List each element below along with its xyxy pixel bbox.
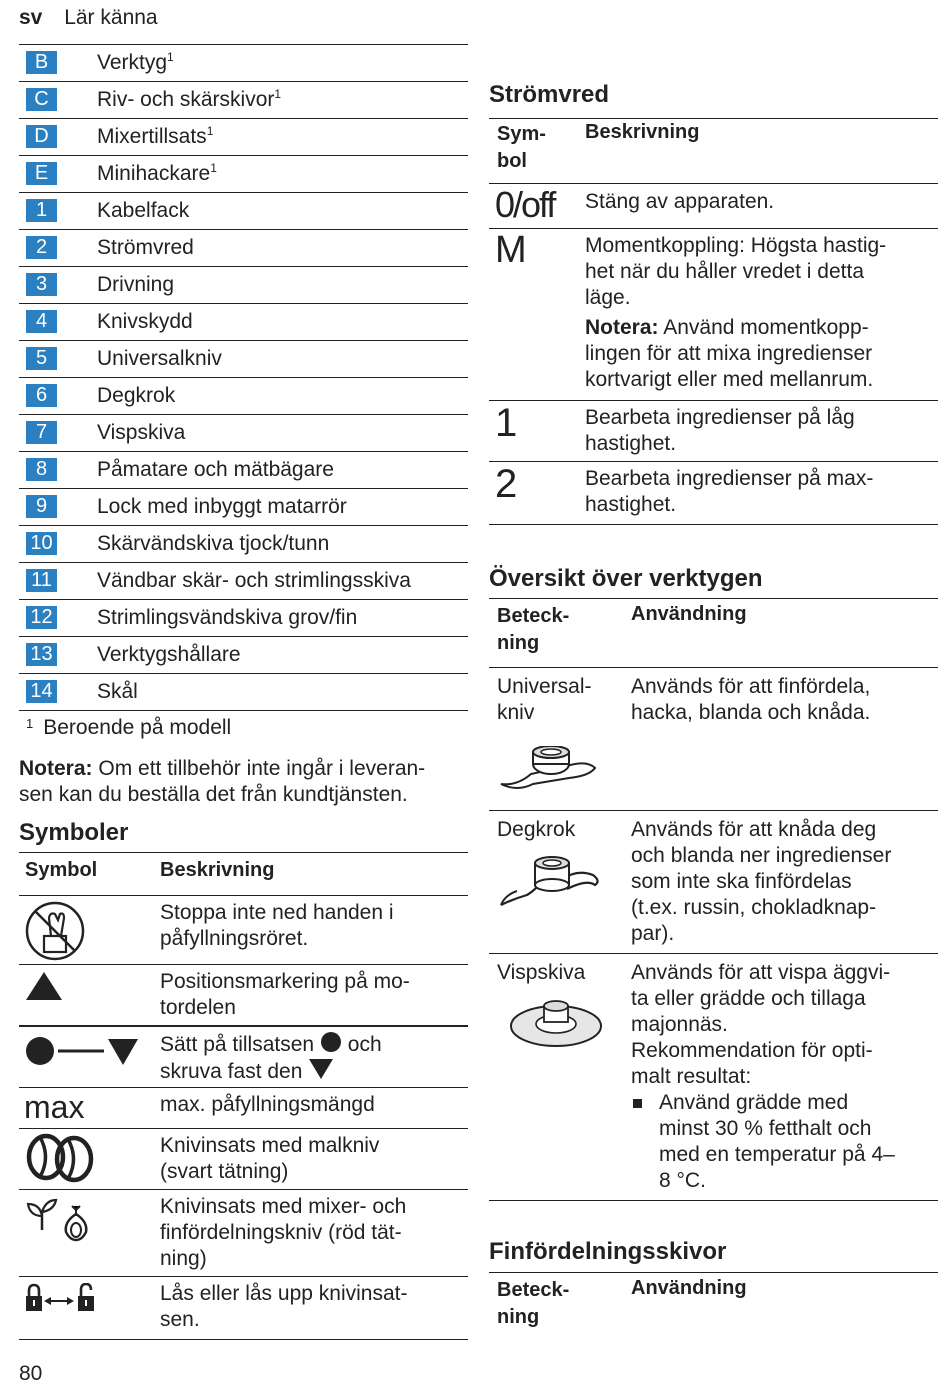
- coffee-beans-icon: [24, 1133, 100, 1188]
- part-badge: E: [26, 162, 57, 185]
- symbol-desc-line: ning): [160, 1247, 207, 1270]
- note-line-2: sen kan du beställa det från kundtjänsten.: [19, 783, 408, 806]
- page-header: [19, 6, 158, 30]
- part-name: Verktygshållare: [97, 643, 241, 666]
- stromvred-desc-line: het när du håller vredet i detta: [585, 260, 865, 283]
- part-badge: 10: [26, 532, 57, 555]
- part-name: Påmatare och mätbägare: [97, 458, 334, 481]
- tools-overview-heading: Översikt över verktygen: [489, 565, 763, 592]
- symbol-desc-line: tordelen: [160, 996, 236, 1019]
- part-badge: 11: [26, 569, 57, 592]
- whisk-disc-icon: [509, 996, 603, 1053]
- part-name: Mixertillsats: [97, 125, 207, 148]
- stromvred-desc-line: Bearbeta ingredienser på max-: [585, 467, 874, 490]
- language-code: sv: [19, 6, 43, 29]
- symbol-desc-line: max. påfyllningsmängd: [160, 1093, 375, 1116]
- parts-list-item: [19, 156, 468, 193]
- speed-2-symbol: 2: [495, 462, 518, 506]
- tool-usage-line: (t.ex. russin, chokladknap-: [631, 896, 877, 919]
- no-hand-in-feed-tube-icon: [24, 900, 86, 967]
- footnote-text: Beroende på modell: [43, 716, 232, 739]
- part-name: Degkrok: [97, 384, 176, 407]
- part-name: Vispskiva: [97, 421, 186, 444]
- symbol-row: [19, 1088, 468, 1129]
- stromvred-desc-line: hastighet.: [585, 493, 677, 516]
- parts-list-item: [19, 489, 468, 526]
- symbol-row: [19, 965, 468, 1027]
- part-name: Knivskydd: [97, 310, 193, 333]
- symbol-column-header-part2: bol: [497, 150, 527, 172]
- part-label: [97, 494, 347, 519]
- parts-list-item: [19, 267, 468, 304]
- part-label: [97, 457, 334, 482]
- part-badge: B: [26, 51, 57, 74]
- part-label: [97, 309, 193, 334]
- part-name: Minihackare: [97, 162, 211, 185]
- tool-usage-line: par).: [631, 922, 675, 945]
- parts-list-item: [19, 415, 468, 452]
- symbol-desc-line: skruva fast den: [160, 1060, 303, 1083]
- tool-row: [489, 954, 938, 1201]
- part-footnote-ref: 1: [206, 124, 214, 138]
- part-label: [97, 87, 281, 112]
- symbol-row: [19, 1027, 468, 1088]
- parts-list-item: [19, 230, 468, 267]
- bullet-line: med en temperatur på 4–: [659, 1143, 895, 1166]
- stromvred-table: [489, 118, 938, 525]
- note-label: Notera:: [585, 316, 659, 339]
- footnote: [26, 716, 231, 740]
- part-badge: 1: [26, 199, 57, 222]
- parts-list-item: [19, 637, 468, 674]
- symbols-table-header: [19, 853, 468, 896]
- part-name: Riv- och skärskivor: [97, 88, 275, 111]
- usage-column-header: Användning: [631, 603, 747, 625]
- herb-onion-icon: [24, 1196, 96, 1247]
- symbols-table: [19, 852, 468, 1340]
- discs-table: [489, 1272, 938, 1333]
- stromvred-row: [489, 229, 938, 401]
- stromvred-note-line: kortvarigt eller med mellanrum.: [585, 368, 874, 391]
- stromvred-table-header: [489, 119, 938, 184]
- stromvred-note-line: Använd momentkopp-: [663, 316, 869, 339]
- part-label: [97, 605, 357, 630]
- description-column-header: Beskrivning: [160, 859, 275, 881]
- part-badge: D: [26, 125, 57, 148]
- symbol-desc-line: finfördelningskniv (röd tät-: [160, 1221, 402, 1244]
- tools-table: [489, 598, 938, 1201]
- part-badge: 8: [26, 458, 57, 481]
- symbol-desc-line: Stoppa inte ned handen i: [160, 901, 394, 924]
- bullet-line: 8 °C.: [659, 1169, 706, 1192]
- symbol-desc-line: (svart tätning): [160, 1160, 289, 1183]
- part-badge: 13: [26, 643, 57, 666]
- description-column-header: Beskrivning: [585, 121, 700, 143]
- symbol-desc-line: Positionsmarkering på mo-: [160, 970, 410, 993]
- tool-usage-line: Rekommendation för opti-: [631, 1039, 873, 1062]
- parts-list-item: [19, 600, 468, 637]
- part-name: Skärvändskiva tjock/tunn: [97, 532, 330, 555]
- bullet-line: minst 30 % fetthalt och: [659, 1117, 872, 1140]
- part-name: Skål: [97, 680, 138, 703]
- part-badge: C: [26, 88, 57, 111]
- part-badge: 3: [26, 273, 57, 296]
- stromvred-desc-line: läge.: [585, 286, 631, 309]
- part-name: Lock med inbyggt matarrör: [97, 495, 347, 518]
- parts-list-item: [19, 193, 468, 230]
- tool-usage-line: och blanda ner ingredienser: [631, 844, 892, 867]
- tool-name: Vispskiva: [497, 961, 586, 984]
- stromvred-desc-line: Momentkoppling: Högsta hastig-: [585, 234, 887, 257]
- part-name: Vändbar skär- och strimlingsskiva: [97, 569, 411, 592]
- designation-column-header-part2: ning: [497, 632, 540, 654]
- section-title: Lär känna: [64, 6, 158, 29]
- stromvred-desc-line: hastighet.: [585, 432, 677, 455]
- symbol-desc-line: Sätt på tillsatsen: [160, 1033, 315, 1056]
- symbol-desc-line: Lås eller lås upp knivinsat-: [160, 1282, 408, 1305]
- symbol-row: [19, 1190, 468, 1277]
- tool-row: [489, 811, 938, 954]
- note-label: Notera:: [19, 757, 93, 780]
- part-badge: 5: [26, 347, 57, 370]
- parts-list-item: [19, 452, 468, 489]
- tool-usage-line: Används för att vispa äggvi-: [631, 961, 891, 984]
- part-label: [97, 531, 329, 556]
- symbol-row: [19, 1129, 468, 1190]
- symbol-desc-line: Knivinsats med malkniv: [160, 1134, 380, 1157]
- dough-hook-icon: [497, 855, 603, 916]
- accessory-note: [19, 756, 468, 808]
- off-symbol: 0/off: [495, 184, 555, 225]
- part-badge: 12: [26, 606, 57, 629]
- designation-column-header-part2: ning: [497, 1306, 540, 1328]
- part-label: [97, 161, 217, 186]
- part-badge: 4: [26, 310, 57, 333]
- parts-list-item: [19, 341, 468, 378]
- tool-name: kniv: [497, 701, 535, 724]
- momentary-symbol: M: [495, 229, 527, 271]
- part-name: Drivning: [97, 273, 175, 296]
- universal-knife-icon: [497, 746, 601, 801]
- parts-list-item: [19, 304, 468, 341]
- tool-usage-line: hacka, blanda och knåda.: [631, 701, 871, 724]
- tool-usage-line: ta eller grädde och tillaga: [631, 987, 866, 1010]
- usage-column-header: Användning: [631, 1277, 747, 1299]
- part-name: Strömvred: [97, 236, 194, 259]
- part-badge: 9: [26, 495, 57, 518]
- stromvred-row: [489, 184, 938, 229]
- dot-icon: [320, 1031, 342, 1053]
- triangle-down-icon: [308, 1058, 334, 1080]
- symbol-desc-line: påfyllningsröret.: [160, 927, 309, 950]
- footnote-mark: 1: [26, 716, 34, 731]
- parts-list-item: [19, 674, 468, 711]
- stromvred-note-line: lingen för att mixa ingredienser: [585, 342, 873, 365]
- tool-name: Universal-: [497, 675, 592, 698]
- designation-column-header-part1: Beteck-: [497, 1279, 570, 1301]
- part-label: [97, 420, 185, 445]
- symbol-desc-line: sen.: [160, 1308, 200, 1331]
- parts-list-item: [19, 526, 468, 563]
- part-badge: 2: [26, 236, 57, 259]
- stromvred-desc-line: Stäng av apparaten.: [585, 190, 775, 213]
- tool-usage-line: Används för att knåda deg: [631, 818, 877, 841]
- designation-column-header-part1: Beteck-: [497, 605, 570, 627]
- part-name: Kabelfack: [97, 199, 190, 222]
- tool-name: Degkrok: [497, 818, 576, 841]
- speed-1-symbol: 1: [495, 401, 518, 445]
- max-symbol: max: [24, 1089, 85, 1125]
- tool-usage-line: Används för att finfördela,: [631, 675, 871, 698]
- symbol-column-header: Symbol: [25, 859, 98, 881]
- tool-usage-line: som inte ska finfördelas: [631, 870, 852, 893]
- part-footnote-ref: 1: [274, 87, 282, 101]
- symbol-row: [19, 896, 468, 965]
- discs-heading: Finfördelningsskivor: [489, 1238, 727, 1265]
- part-name: Verktyg: [97, 51, 168, 74]
- parts-list-item: [19, 378, 468, 415]
- symbol-row: [19, 1277, 468, 1340]
- tool-usage-line: majonnäs.: [631, 1013, 728, 1036]
- stromvred-desc-line: Bearbeta ingredienser på låg: [585, 406, 855, 429]
- parts-list-item: [19, 45, 468, 82]
- tools-table-header: [489, 599, 938, 668]
- part-badge: 6: [26, 384, 57, 407]
- part-label: [97, 679, 138, 704]
- part-label: [97, 383, 175, 408]
- parts-list-item: [19, 119, 468, 156]
- stromvred-row: [489, 462, 938, 525]
- part-label: [97, 272, 174, 297]
- part-label: [97, 568, 411, 593]
- part-label: [97, 346, 222, 371]
- recommendation-bullet: [631, 1090, 931, 1194]
- parts-list: [19, 44, 468, 711]
- part-badge: 7: [26, 421, 57, 444]
- parts-list-item: [19, 82, 468, 119]
- tool-usage-line: malt resultat:: [631, 1065, 752, 1088]
- symbol-desc-line: Knivinsats med mixer- och: [160, 1195, 407, 1218]
- triangle-up-icon: [24, 971, 64, 1006]
- part-label: [97, 198, 189, 223]
- dot-line-triangle-icon: [24, 1035, 140, 1072]
- discs-table-header: [489, 1273, 938, 1333]
- part-footnote-ref: 1: [167, 50, 174, 64]
- part-footnote-ref: 1: [210, 161, 217, 175]
- stromvred-heading: Strömvred: [489, 81, 610, 108]
- part-label: [97, 50, 174, 75]
- part-name: Universalkniv: [97, 347, 222, 370]
- part-label: [97, 235, 194, 260]
- symbol-column-header-part1: Sym-: [497, 123, 546, 145]
- bullet-line: Använd grädde med: [659, 1091, 849, 1114]
- page-number: 80: [19, 1362, 43, 1385]
- parts-list-item: [19, 563, 468, 600]
- symbols-heading: Symboler: [19, 819, 129, 846]
- part-label: [97, 124, 213, 149]
- tool-row: [489, 668, 938, 811]
- stromvred-row: [489, 401, 938, 462]
- lock-unlock-icon: [24, 1283, 96, 1318]
- part-name: Strimlingsvändskiva grov/fin: [97, 606, 358, 629]
- part-label: [97, 642, 241, 667]
- symbol-desc-word: och: [347, 1033, 382, 1056]
- note-line-1: Om ett tillbehör inte ingår i leveran-: [98, 757, 426, 780]
- part-badge: 14: [26, 680, 57, 703]
